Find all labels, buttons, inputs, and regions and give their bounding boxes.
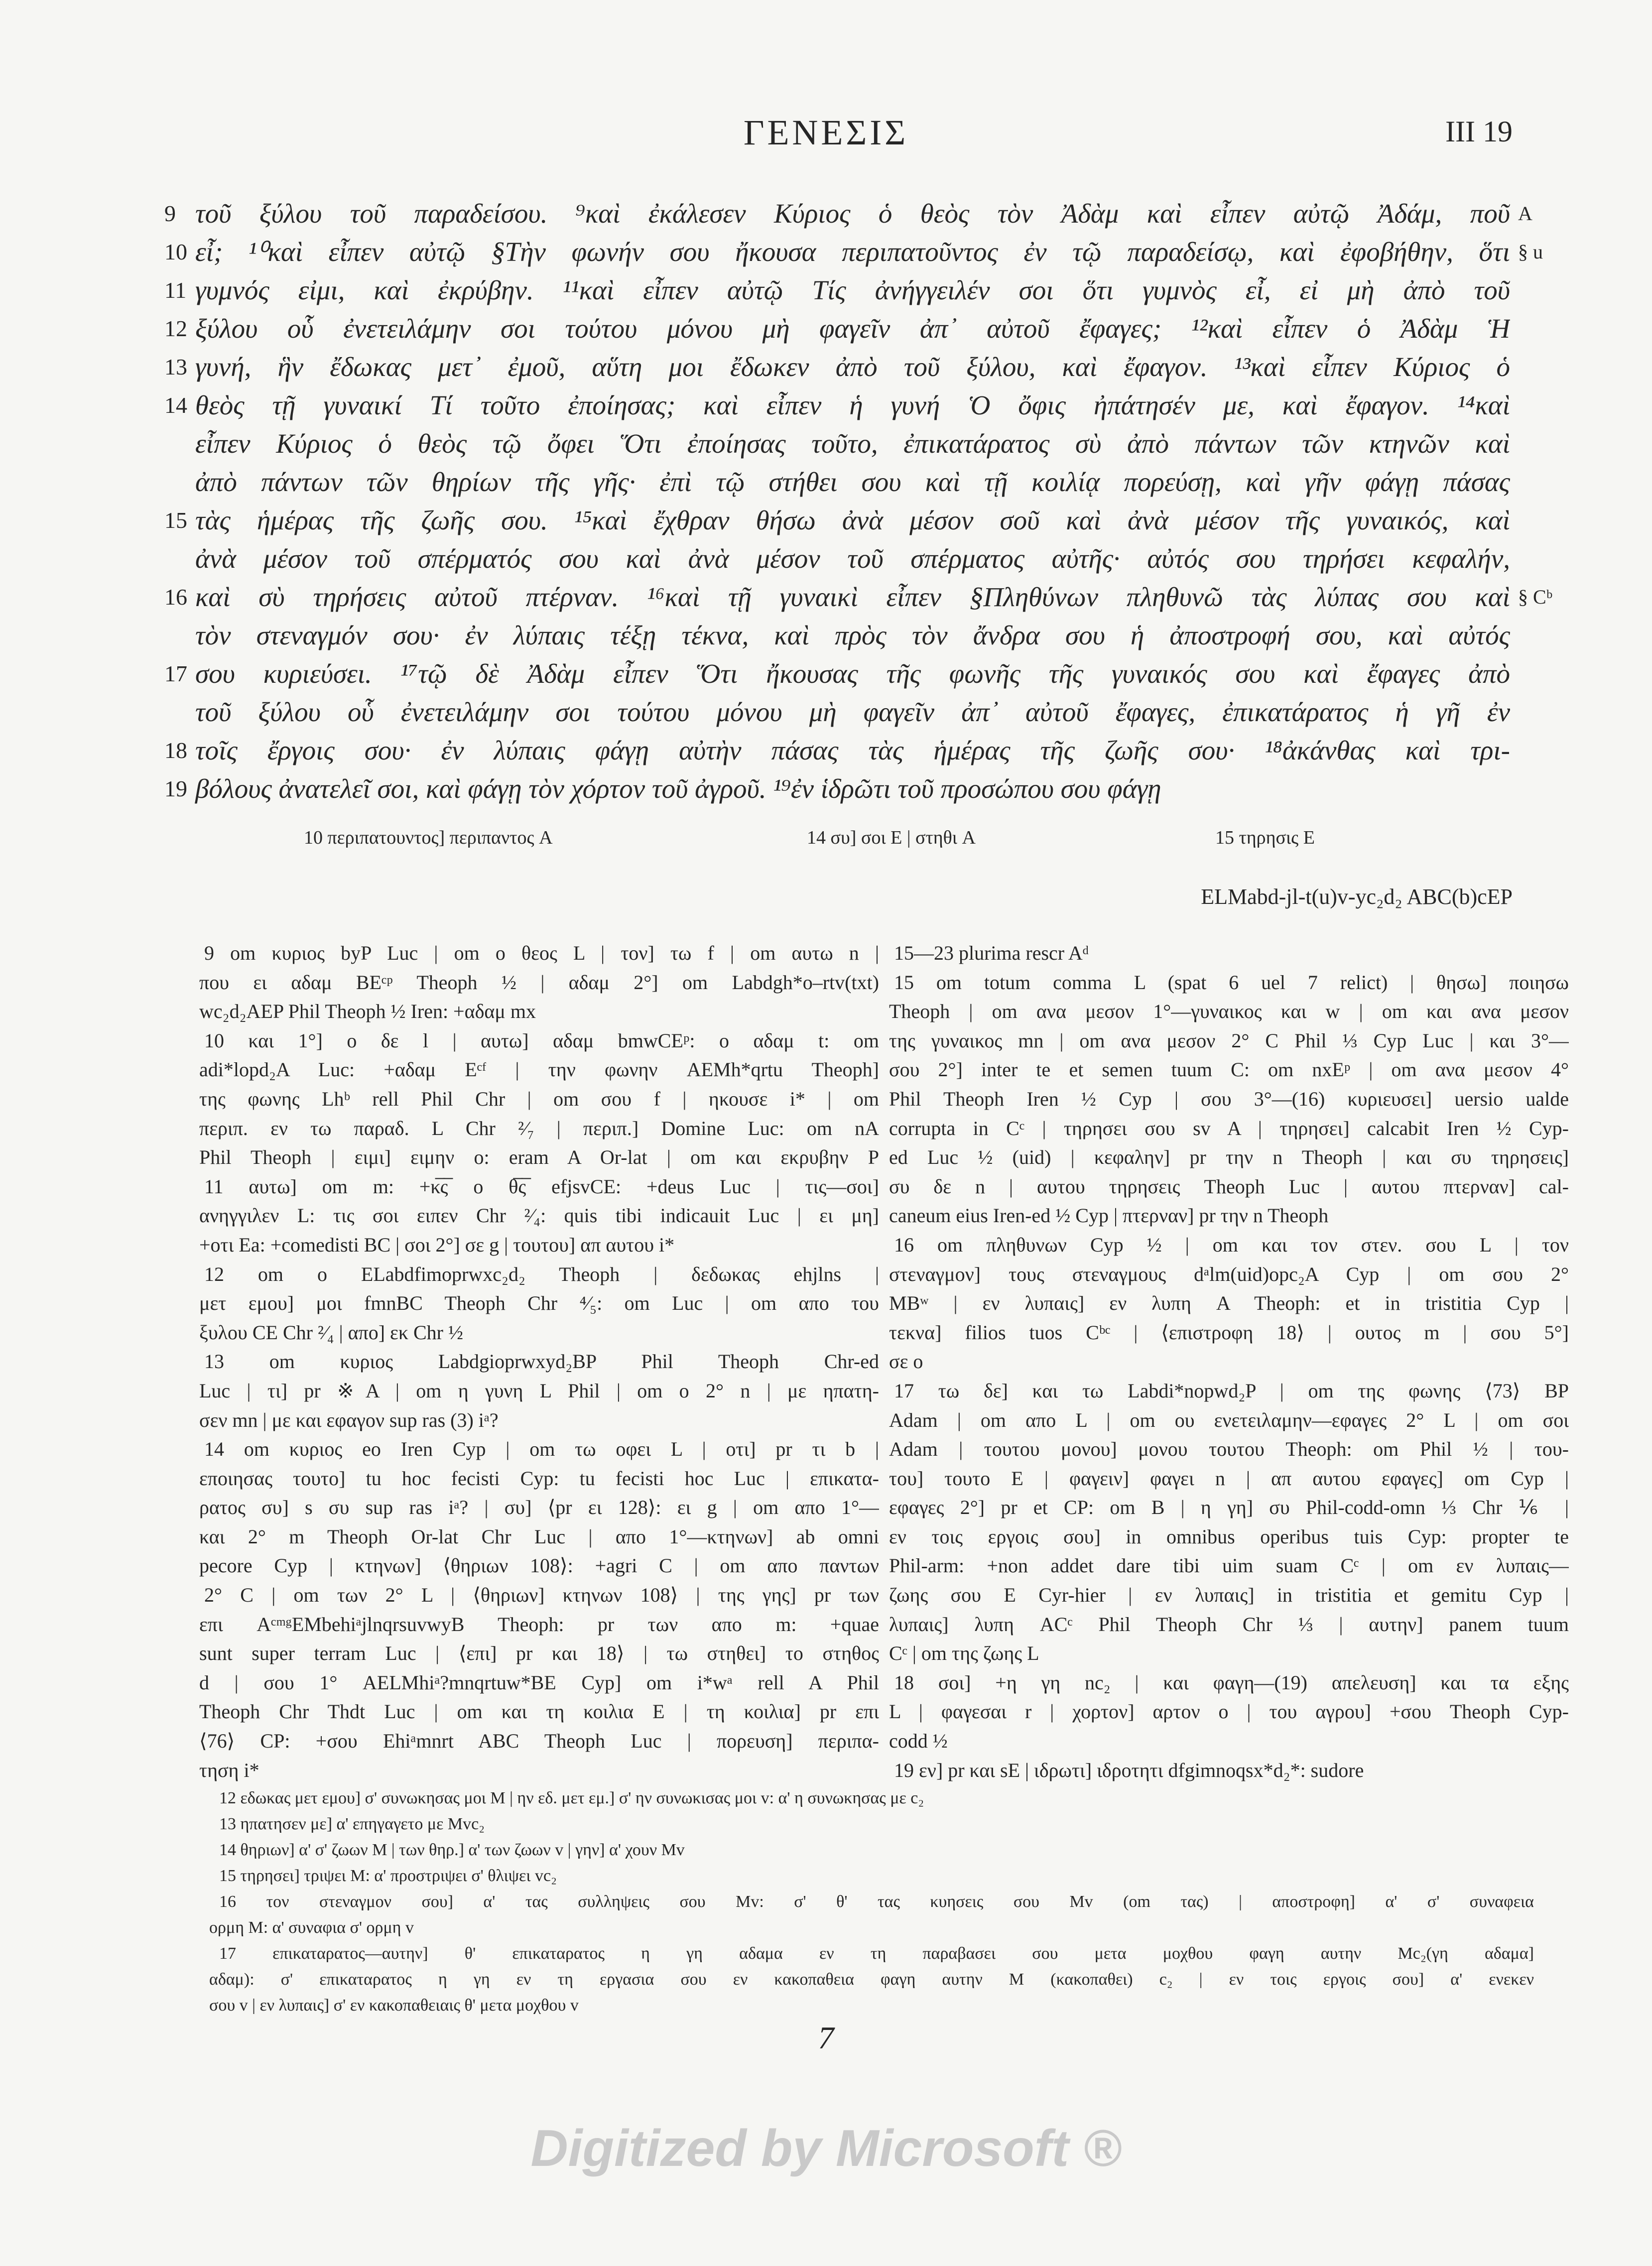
apparatus-line: ξυλου CE Chr ²⁄₄ | απο] εκ Chr ½ <box>199 1321 463 1344</box>
apparatus-line: αδαμ): σ' επικαταρατος η γη εν τη εργασια σου εν κακοπαθεια φαγη αυτην M (κακοπαθει) c₂ | εν τοις εργοις σου] α' ενεκεν <box>209 1970 1534 1989</box>
apparatus-line: λυπαις] λυπη ACᶜ Phil Theoph Chr ⅓ | αυτην] panem tuum <box>889 1613 1569 1636</box>
apparatus-line: 10 και 1°] ο δε l | αυτω] αδαμ bmwCEᵖ: ο αδαμ t: om <box>204 1029 879 1052</box>
verse-text: ἀνὰ μέσον τοῦ σπέρματός σου καὶ ἀνὰ μέσον τοῦ σπέρματος αὐτῆς· αὐτός σου τηρήσει κεφαλήν, <box>195 543 1510 574</box>
apparatus-line: 15 τηρησει] τριψει M: α' προστριψει σ' θλιψει vc₂ <box>219 1867 557 1885</box>
hexaplaric-notes <box>209 1785 1534 2018</box>
apparatus-line: τηση i* <box>199 1759 259 1781</box>
text-line <box>0 271 1652 309</box>
apparatus-line: caneum eius Iren-ed ½ Cyp | πτερναν] pr την n Theoph <box>889 1204 1329 1227</box>
margin-siglum: A <box>1518 202 1532 225</box>
text-line <box>0 194 1652 233</box>
line-number: 19 <box>164 776 187 801</box>
line-number: 12 <box>164 316 187 341</box>
verse-text: σου κυριεύσει. ¹⁷τῷ δὲ Ἀδὰμ εἶπεν Ὅτι ἤκουσας τῆς φωνῆς τῆς γυναικός σου καὶ ἔφαγες ἀπὸ <box>195 658 1510 689</box>
margin-siglum: § u <box>1518 241 1543 263</box>
text-line <box>0 463 1652 501</box>
apparatus-line: ⟨76⟩ CP: +σου Ehiᵃmnrt ABC Theoph Luc | πορευση] περιπα- <box>199 1730 879 1753</box>
apparatus-line: συ δε n | αυτου τηρησεις Theoph Luc | αυτου πτερναν] cal- <box>889 1175 1569 1198</box>
apparatus-line: L | φαγεσαι r | χορτον] αρτον o | του αγρου] +σου Theoph Cyp- <box>889 1700 1569 1723</box>
text-line <box>0 731 1652 769</box>
verse-text: τὰς ἡμέρας τῆς ζωῆς σου. ¹⁵καὶ ἔχθραν θήσω ἀνὰ μέσον σοῦ καὶ ἀνὰ μέσον τῆς γυναικός, καὶ <box>195 505 1510 535</box>
verse-text: γυνή, ἣν ἔδωκας μετ᾽ ἐμοῦ, αὕτη μοι ἔδωκεν ἀπὸ τοῦ ξύλου, καὶ ἔφαγον. ¹³καὶ εἶπεν Κύριος ὁ <box>195 352 1510 382</box>
apparatus-line: ζωης σου E Cyr-hier | εν λυπαις] in tristitia et gemitu Cyp | <box>889 1584 1569 1607</box>
line-number: 15 <box>164 507 187 533</box>
apparatus-line: ed Luc ½ (uid) | κεφαλην] pr την n Theoph | και συ τηρησεις] <box>889 1146 1569 1169</box>
verse-text: τὸν στεναγμόν σου· ἐν λύπαις τέξῃ τέκνα, καὶ πρὸς τὸν ἄνδρα σου ἡ ἀποστροφή σου, καὶ αὐτός <box>195 620 1510 650</box>
apparatus-right-column <box>889 939 1569 1785</box>
footnote: 10 περιπατουντος] περιπαντος A <box>304 827 553 848</box>
verse-text: τοῖς ἔργοις σου· ἐν λύπαις φάγῃ αὐτὴν πάσας τὰς ἡμέρας τῆς ζωῆς σου· ¹⁸ἀκάνθας καὶ τρι- <box>195 735 1510 765</box>
apparatus-line: Adam | τουτου μονου] μονου τουτου Theoph: om Phil ½ | του- <box>889 1438 1569 1461</box>
apparatus-line: επι AᶜᵐᵍEMbehiᵃjlnqrsuvwyB Theoph: pr των απο m: +quae <box>199 1613 879 1636</box>
apparatus-line: Cᶜ | om της ζωης L <box>889 1642 1039 1665</box>
line-number: 13 <box>164 354 187 379</box>
apparatus-line: 11 αυτω] om m: +κ̅ς̅ ο θ̅ς̅ efjsvCE: +deus Luc | τις—σοι] <box>204 1175 879 1198</box>
apparatus-line: σου 2°] inter te et semen tuum C: om nxEᵖ | om ανα μεσον 4° <box>889 1058 1569 1081</box>
line-number: 11 <box>164 277 187 303</box>
text-line <box>0 539 1652 578</box>
apparatus-line: και 2° m Theoph Or-lat Chr Luc | απο 1°—κτηνων] ab omni <box>199 1525 879 1548</box>
apparatus-line: ορμη M: α' συναφια σ' ορμη v <box>209 1918 414 1937</box>
apparatus-line: 14 om κυριος eo Iren Cyp | om τω οφει L | οτι] pr τι b | <box>204 1438 879 1461</box>
apparatus-line: 16 τον στεναγμον σου] α' τας συλληψεις σου Mv: σ' θ' τας κυησεις σου Mv (om τας) | αποστροφη] α' σ' συναφεια <box>219 1892 1534 1911</box>
apparatus-line: Theoph Chr Thdt Luc | om και τη κοιλια E | τη κοιλια] pr επι <box>199 1700 879 1723</box>
apparatus-line: 15 om totum comma L (spat 6 uel 7 relict) | θησω] ποιησω <box>894 971 1569 994</box>
apparatus-line: 12 εδωκας μετ εμου] σ' συνωκησας μοι M | ην εδ. μετ εμ.] σ' ην συνωκισας μοι v: α' η συνωκησας με c₂ <box>219 1789 924 1807</box>
apparatus-line: Phil Theoph Iren ½ Cyp | σου 3°—(16) κυριευσει] uersio ualde <box>889 1087 1569 1110</box>
line-number: 14 <box>164 392 187 418</box>
apparatus-line: pecore Cyp | κτηνων] ⟨θηριων 108⟩: +agri C | om απο παντων <box>199 1554 879 1577</box>
apparatus-line: σεν mn | με και εφαγον sup ras (3) iᵃ? <box>199 1408 499 1431</box>
apparatus-line: 14 θηριων] α' σ' ζωων M | των θηρ.] α' των ζωων v | γην] α' χουν Mv <box>219 1841 685 1859</box>
apparatus-line: που ει αδαμ BEᶜᵖ Theoph ½ | αδαμ 2°] om Labdgh*o–rtv(txt) <box>199 971 879 994</box>
chapter-verse-reference: III 19 <box>1445 115 1513 148</box>
apparatus-line: εποιησας τουτο] tu hoc fecisti Cyp: tu fecisti hoc Luc | επικατα- <box>199 1467 879 1490</box>
apparatus-line: 13 ηπατησεν με] α' επηγαγετο με Mvc₂ <box>219 1815 485 1833</box>
line-number: 16 <box>164 584 187 610</box>
page-number: 7 <box>818 2020 834 2055</box>
apparatus-line: codd ½ <box>889 1730 948 1753</box>
text-line <box>0 348 1652 386</box>
apparatus-line: της φωνης Lhᵇ rell Phil Chr | om σου f | ηκουσε i* | om <box>199 1087 879 1110</box>
text-line <box>0 386 1652 424</box>
apparatus-line: Luc | τι] pr ※A | om η γυνη L Phil | om ο 2° n | με ηπατη- <box>199 1379 879 1402</box>
apparatus-line: Phil Theoph | ειμι] ειμην o: eram A Or-lat | om και εκρυβην P <box>199 1146 879 1169</box>
apparatus-line: του] τουτο E | φαγειν] φαγει n | απ αυτου εφαγες] om Cyp | <box>889 1467 1569 1490</box>
text-line <box>0 654 1652 693</box>
apparatus-line: Adam | om απο L | om ου ενετειλαμην—εφαγες 2° L | om σοι <box>889 1408 1569 1431</box>
apparatus-line: MBʷ | εν λυπαις] εν λυπη A Theoph: et in tristitia Cyp | <box>889 1292 1569 1315</box>
apparatus-line: ανηγγιλεν L: τις σοι ειπεν Chr ²⁄₄: quis tibi indicauit Luc | ει μη] <box>199 1204 879 1227</box>
apparatus-line: 17 τω δε] και τω Labdi*nopwd₂P | om της φωνης ⟨73⟩ BP <box>894 1379 1569 1402</box>
verse-text: γυμνός εἰμι, καὶ ἐκρύβην. ¹¹καὶ εἶπεν αὐτῷ Τίς ἀνήγγειλέν σοι ὅτι γυμνὸς εἶ, εἰ μὴ ἀπὸ τοῦ <box>195 275 1510 305</box>
main-text <box>0 194 1652 808</box>
apparatus-line: +οτι Ea: +comedisti BC | σοι 2°] σε g | τουτου] απ αυτου i* <box>199 1233 675 1256</box>
apparatus-line: εφαγες 2°] pr et CP: om B | η γη] συ Phil-codd-omn ⅓ Chr ⅙ | <box>889 1496 1569 1519</box>
verse-text: εἶπεν Κύριος ὁ θεὸς τῷ ὄφει Ὅτι ἐποίησας τοῦτο, ἐπικατάρατος σὺ ἀπὸ πάντων τῶν κτηνῶν καὶ <box>195 428 1510 459</box>
manuscript-list: ELMabd-jl-t(u)v-yc₂d₂ ABC(b)cEP <box>1201 884 1513 909</box>
verse-text: καὶ σὺ τηρήσεις αὐτοῦ πτέρναν. ¹⁶καὶ τῇ γυναικὶ εἶπεν §Πληθύνων πληθυνῶ τὰς λύπας σου καὶ <box>195 582 1510 612</box>
apparatus-line: sunt super terram Luc | ⟨επι] pr και 18⟩ | τω στηθει] το στηθος <box>199 1642 879 1665</box>
apparatus-line: στεναγμον] τους στεναγμους dᵃlm(uid)opc₂A Cyp | om σου 2° <box>889 1262 1569 1285</box>
verse-text: εἶ; ¹⁰καὶ εἶπεν αὐτῷ §Τὴν φωνήν σου ἤκουσα περιπατοῦντος ἐν τῷ παραδείσῳ, καὶ ἐφοβήθην, ὅτι <box>195 237 1510 267</box>
apparatus-line: Phil-arm: +non addet dare tibi uim suam Cᶜ | om εν λυπαις— <box>889 1554 1569 1577</box>
digitization-watermark: Digitized by Microsoft ® <box>530 2120 1122 2177</box>
text-line <box>0 309 1652 348</box>
apparatus-line: εν τοις εργοις σου] in omnibus operibus tuis Cyp: propter te <box>889 1525 1569 1548</box>
apparatus-line: περιπ. εν τω παραδ. L Chr ²⁄₇ | περιπ.] Domine Luc: om nA <box>199 1117 879 1139</box>
text-line <box>0 769 1652 808</box>
apparatus-line: Theoph | om ανα μεσον 1°—γυναικος και w | om και ανα μεσον <box>889 1000 1569 1023</box>
apparatus-line: 18 σοι] +η γη nc₂ | και φαγη—(19) απελευση] και τα εξης <box>894 1671 1569 1694</box>
text-line <box>0 233 1652 271</box>
footnote: 15 τηρησις E <box>1215 827 1315 848</box>
apparatus-line: d | σου 1° AELMhiᵃ?mnqrtuw*BE Cyp] om i*wᵃ rell A Phil <box>199 1671 879 1694</box>
apparatus-line: μετ εμου] μοι fmnBC Theoph Chr ⁴⁄₅: om Luc | om απο του <box>199 1292 879 1315</box>
verse-text: τοῦ ξύλου τοῦ παραδείσου. ⁹καὶ ἐκάλεσεν Κύριος ὁ θεὸς τὸν Ἀδὰμ καὶ εἶπεν αὐτῷ Ἀδάμ, ποῦ <box>195 198 1510 229</box>
text-line <box>0 693 1652 731</box>
apparatus-line: corrupta in Cᶜ | τηρησει σου sv A | τηρησει] calcabit Iren ½ Cyp- <box>889 1117 1569 1139</box>
apparatus-line: adi*lopd₂A Luc: +αδαμ Eᶜᶠ | την φωνην AEMh*qrtu Theoph] <box>199 1058 879 1081</box>
text-line <box>0 501 1652 539</box>
apparatus-line: 2° C | om των 2° L | ⟨θηριων] κτηνων 108⟩ | της γης] pr των <box>204 1584 879 1607</box>
footnote: 14 συ] σοι E | στηθι A <box>807 827 976 848</box>
apparatus-line: ρατος συ] s συ sup ras iᵃ? | συ] ⟨pr ει 128⟩: ει g | om απο 1°— <box>199 1496 879 1519</box>
apparatus-line: 9 om κυριος byP Luc | om ο θεος L | τον] τω f | om αυτω n | <box>204 942 879 964</box>
apparatus-line: της γυναικος mn | om ανα μεσον 2° C Phil ⅓ Cyp Luc | και 3°— <box>889 1029 1569 1052</box>
verse-text: βόλους ἀνατελεῖ σοι, καὶ φάγῃ τὸν χόρτον τοῦ ἀγροῦ. ¹⁹ἐν ἱδρῶτι τοῦ προσώπου σου φάγῃ <box>195 773 1161 804</box>
text-line <box>0 424 1652 463</box>
line-number: 18 <box>164 738 187 763</box>
apparatus-line: σου v | εν λυπαις] σ' εν κακοπαθειαις θ' μετα μοχθου v <box>209 1996 579 2014</box>
apparatus-line: 17 επικαταρατος—αυτην] θ' επικαταρατος η γη αδαμα εν τη παραβασει σου μετα μοχθου φαγη αυτην Mc₂(γη αδαμα] <box>219 1944 1534 1963</box>
running-title: ΓΕΝΕΣΙΣ <box>743 113 909 152</box>
apparatus-line: wc₂d₂AEP Phil Theoph ½ Iren: +αδαμ mx <box>199 1000 536 1023</box>
margin-siglum: § Cᵇ <box>1518 586 1553 608</box>
apparatus-line: σε o <box>889 1350 923 1373</box>
line-number: 9 <box>164 201 176 226</box>
apparatus-line: 12 om ο ELabdfimoprwxc₂d₂ Theoph | δεδωκας ehjlns | <box>204 1262 879 1285</box>
verse-text: τοῦ ξύλου οὗ ἐνετειλάμην σοι τούτου μόνου μὴ φαγεῖν ἀπ᾽ αὐτοῦ ἔφαγες, ἐπικατάρατος ἡ γῆ ἐν <box>195 697 1510 727</box>
line-number: 17 <box>164 661 187 686</box>
apparatus-line: 19 εν] pr και sE | ιδρωτι] ιδροτητι dfgimnoqsx*d₂*: sudore <box>894 1759 1364 1781</box>
line-number: 10 <box>164 239 187 264</box>
apparatus-line: τεκνα] filios tuos Cᵇᶜ | ⟨επιστροφη 18⟩ | ουτος m | σου 5°] <box>889 1321 1569 1344</box>
verse-text: θεὸς τῇ γυναικί Τί τοῦτο ἐποίησας; καὶ εἶπεν ἡ γυνή Ὁ ὄφις ἠπάτησέν με, καὶ ἔφαγον. ¹⁴καὶ <box>195 390 1510 420</box>
apparatus-line: 16 om πληθυνων Cyp ½ | om και τον στεν. σου L | τον <box>894 1233 1569 1256</box>
text-line <box>0 616 1652 654</box>
verse-text: ἀπὸ πάντων τῶν θηρίων τῆς γῆς· ἐπὶ τῷ στήθει σου καὶ τῇ κοιλίᾳ πορεύσῃ, καὶ γῆν φάγῃ πάσας <box>195 467 1510 497</box>
verse-text: ξύλου οὗ ἐνετειλάμην σοι τούτου μόνου μὴ φαγεῖν ἀπ᾽ αὐτοῦ ἔφαγες; ¹²καὶ εἶπεν ὁ Ἀδὰμ Ἡ <box>195 313 1510 344</box>
apparatus-line: 15—23 plurima rescr Aᵈ <box>894 942 1089 964</box>
apparatus-line: 13 om κυριος Labdgioprwxyd₂BP Phil Theoph Chr-ed <box>204 1350 879 1373</box>
apparatus-left-column <box>199 939 879 1785</box>
text-line <box>0 578 1652 616</box>
